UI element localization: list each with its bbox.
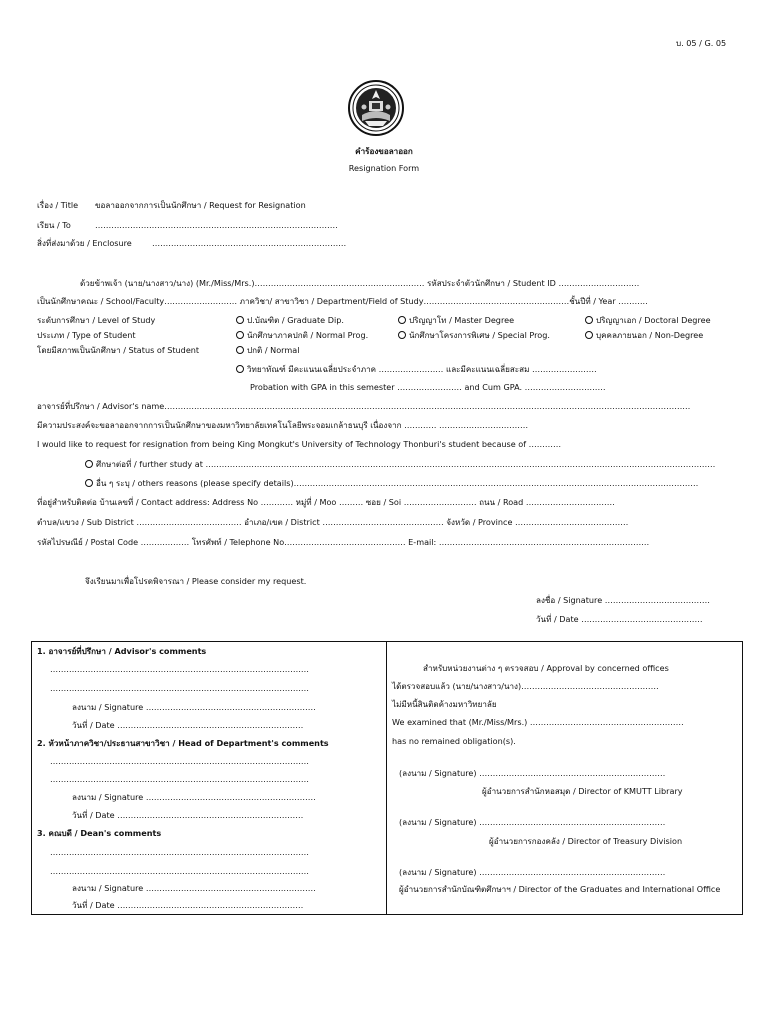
radio-circle-icon[interactable] [236, 316, 244, 324]
radio-circle-icon[interactable] [398, 316, 406, 324]
library-signature[interactable]: (ลงนาม / Signature) …………………………………………………………… [399, 768, 666, 778]
name-student-id-line[interactable]: ด้วยข้าพเจ้า (นาย/นางสาว/นาง) (Mr./Miss/Mrs.)……………………………………………………… รหัสประจำตัวนักศึกษา / Student ID ………………………… [80, 278, 640, 288]
advisor-date[interactable]: วันที่ / Date …………………………………………………………… [72, 720, 304, 730]
advisor-signature[interactable]: ลงนาม / Signature ……………………………………………………… [72, 702, 316, 712]
option-status-normal[interactable]: ปกติ / Normal [236, 345, 299, 355]
head-comment-line[interactable]: …………………………………………………………………………………… [50, 756, 309, 766]
form-title-english: Resignation Form [348, 163, 420, 173]
head-comments-title: 2. หัวหน้าภาควิชา/ประธานสาขาวิชา / Head of Department's comments [37, 738, 329, 748]
to-field[interactable]: ……………………………………………………………………………… [95, 220, 338, 230]
subject-value: ขอลาออกจากการเป็นนักศึกษา / Request for Resignation [95, 200, 306, 210]
radio-circle-icon[interactable] [236, 365, 244, 373]
enclosure-field[interactable]: ……………………………………………………………… [152, 238, 347, 248]
form-code: บ. 05 / G. 05 [676, 38, 727, 48]
option-graduate-dip[interactable]: ป.บัณฑิต / Graduate Dip. [236, 315, 344, 325]
radio-circle-icon[interactable] [236, 346, 244, 354]
checked-name-line[interactable]: ได้ตรวจสอบแล้ว (นาย/นางสาว/นาง)…………………………………………… [392, 681, 659, 691]
radio-circle-icon[interactable] [398, 331, 406, 339]
faculty-department-line[interactable]: เป็นนักศึกษาคณะ / School/Faculty……………………… ภาควิชา/ สาขาวิชา / Department/Field of Study………………………………………………ชั้นปีที่ / Year ……….. [37, 296, 648, 306]
subject-label: เรื่อง / Title [37, 200, 79, 210]
advisor-comments-title: 1. อาจารย์ที่ปรึกษา / Advisor's comments [37, 646, 207, 656]
reason-other[interactable]: อื่น ๆ ระบุ / others reasons (please specify details)…………………………………………………………………………………………………………………………………… [85, 478, 698, 488]
radio-circle-icon[interactable] [236, 331, 244, 339]
head-comment-line[interactable]: …………………………………………………………………………………… [50, 774, 309, 784]
option-doctoral[interactable]: ปริญญาเอก / Doctoral Degree [585, 315, 711, 325]
head-date[interactable]: วันที่ / Date …………………………………………………………… [72, 810, 304, 820]
dean-signature[interactable]: ลงนาม / Signature ……………………………………………………… [72, 883, 316, 893]
treasury-signature[interactable]: (ลงนาม / Signature) …………………………………………………………… [399, 817, 666, 827]
radio-circle-icon[interactable] [585, 316, 593, 324]
option-normal-prog[interactable]: นักศึกษาภาคปกติ / Normal Prog. [236, 330, 368, 340]
university-seal-logo [347, 77, 405, 139]
option-status-probation[interactable]: วิทยาทัณฑ์ มีคะแนนเฉลี่ยประจำภาค …………………… และมีคะแนนเฉลี่ยสะสม …………………… [236, 364, 597, 374]
graduate-signature[interactable]: (ลงนาม / Signature) …………………………………………………………… [399, 867, 666, 877]
dean-comments-title: 3. คณบดี / Dean's comments [37, 828, 162, 838]
dean-comment-line[interactable]: …………………………………………………………………………………… [50, 847, 309, 857]
option-non-degree[interactable]: บุคคลภายนอก / Non-Degree [585, 330, 703, 340]
examined-name-line[interactable]: We examined that (Mr./Miss/Mrs.) ………………………………………………… [392, 717, 684, 727]
dean-date[interactable]: วันที่ / Date …………………………………………………………… [72, 900, 304, 910]
advisor-comment-line[interactable]: …………………………………………………………………………………… [50, 683, 309, 693]
address-line-1[interactable]: ที่อยู่สำหรับติดต่อ บ้านเลขที่ / Contact address: Address No ………… หมู่ที่ / Moo ……… ซอย / Soi ……………………… ถนน / Road …………………………… [37, 497, 615, 507]
advisor-name-line[interactable]: อาจารย์ที่ปรึกษา / Advisor's name…………………………………………………………………………………………………………………………………………………………………………… [37, 401, 691, 411]
radio-circle-icon[interactable] [585, 331, 593, 339]
no-obligation-thai: ไม่มีหนี้สินติดค้างมหาวิทยาลัย [392, 699, 497, 709]
address-line-2[interactable]: ตำบล/แขวง / Sub District ………………………………… อำเภอ/เขต / District ……………………………………… จังหวัด / Province …………………………………… [37, 517, 629, 527]
treasury-director: ผู้อำนวยการกองคลัง / Director of Treasury Division [489, 836, 683, 846]
status-label: โดยมีสภาพเป็นนักศึกษา / Status of Student [37, 345, 200, 355]
reason-further-study[interactable]: ศึกษาต่อที่ / further study at ……………………………………………………………………………………………………………………………………………………………………… [85, 459, 715, 469]
address-line-3[interactable]: รหัสไปรษณีย์ / Postal Code ……………… โทรศัพท์ / Telephone No……………………………………… E-mail: …………………………………………………………………… [37, 537, 650, 547]
to-label: เรียน / To [37, 220, 71, 230]
applicant-date[interactable]: วันที่ / Date ……………………………………… [536, 614, 703, 624]
radio-circle-icon[interactable] [85, 479, 93, 487]
option-special-prog[interactable]: นักศึกษาโครงการพิเศษ / Special Prog. [398, 330, 550, 340]
graduate-director: ผู้อำนวยการสำนักบัณฑิตศึกษาฯ / Director of the Graduates and International Office [399, 884, 721, 894]
option-master[interactable]: ปริญญาโท / Master Degree [398, 315, 514, 325]
radio-circle-icon[interactable] [85, 460, 93, 468]
no-obligation-english: has no remained obligation(s). [392, 736, 516, 746]
form-title-thai: คำร้องขอลาออก [355, 146, 413, 156]
approval-box-divider [386, 641, 387, 915]
dean-comment-line[interactable]: …………………………………………………………………………………… [50, 866, 309, 876]
please-consider: จึงเรียนมาเพื่อโปรดพิจารณา / Please consider my request. [85, 576, 307, 586]
applicant-signature[interactable]: ลงชื่อ / Signature ………………………………… [536, 595, 710, 605]
approval-title: สำหรับหน่วยงานต่าง ๆ ตรวจสอบ / Approval by concerned offices [423, 663, 669, 673]
intent-english[interactable]: I would like to request for resignation from being King Mongkut's University of Technology Thonburi's student because of ………… [37, 439, 562, 449]
level-label: ระดับการศึกษา / Level of Study [37, 315, 156, 325]
probation-gpa-line[interactable]: Probation with GPA in this semester …………………… and Cum GPA. ………………………… [250, 382, 606, 392]
head-signature[interactable]: ลงนาม / Signature ……………………………………………………… [72, 792, 316, 802]
intent-thai[interactable]: มีความประสงค์จะขอลาออกจากการเป็นนักศึกษาของมหาวิทยาลัยเทคโนโลยีพระจอมเกล้าธนบุรี เนื่องจาก ………… …………………………… [37, 420, 529, 430]
enclosure-label: สิ่งที่ส่งมาด้วย / Enclosure [37, 238, 132, 248]
type-label: ประเภท / Type of Student [37, 330, 136, 340]
library-director: ผู้อำนวยการสำนักหอสมุด / Director of KMUTT Library [482, 786, 683, 796]
advisor-comment-line[interactable]: …………………………………………………………………………………… [50, 664, 309, 674]
